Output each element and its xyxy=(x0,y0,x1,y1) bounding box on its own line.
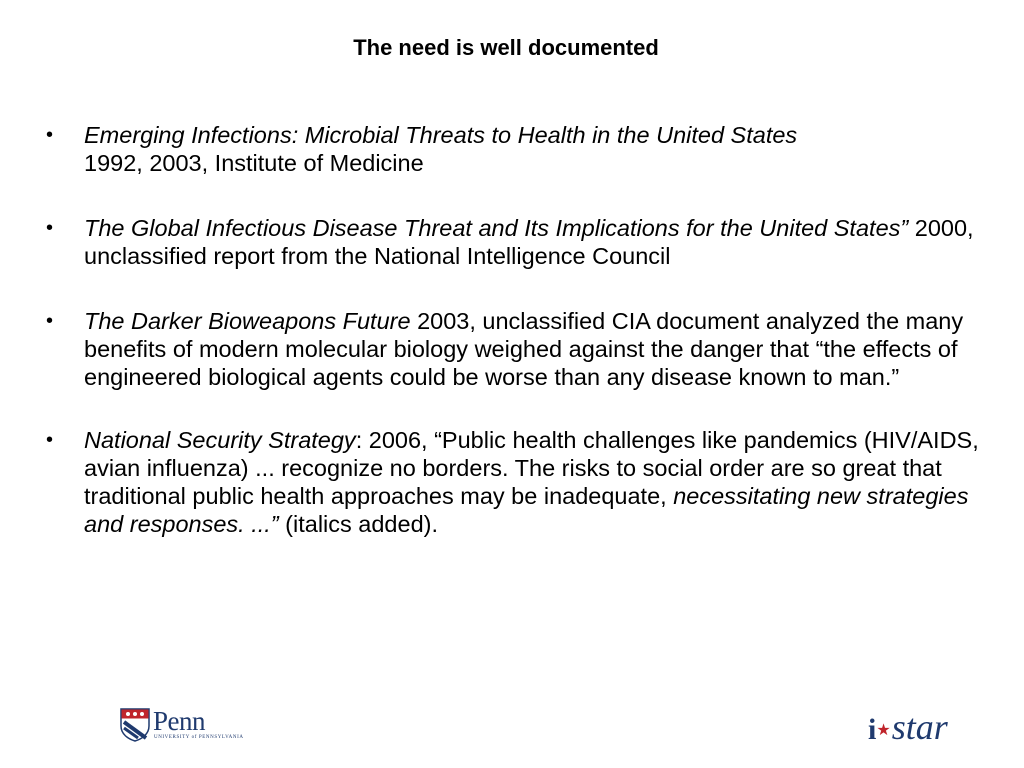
bullet-item xyxy=(44,307,994,391)
bullet-text: : 2006, “Public health challenges like pandemics (HIV/AIDS, avian influenza) ... recognize no borders. The risks to social order are so great that traditional public health approaches may be inadequate, xyxy=(84,427,979,509)
penn-subtitle: UNIVERSITY of PENNSYLVANIA xyxy=(154,735,244,740)
bullet-list xyxy=(44,121,994,538)
bullet-text: 2003, unclassified CIA document analyzed the many benefits of modern molecular biology weighed against the danger that “the effects of engineered biological agents could be worse than any disease known to man.” xyxy=(84,308,964,390)
bullet-italic-text: Emerging Infections: Microbial Threats to Health in the United States xyxy=(84,122,798,148)
bullet-dot: • xyxy=(46,310,54,332)
bullet-item xyxy=(44,121,994,177)
bullet-italic-text: The Global Infectious Disease Threat and Its Implications for the United States” xyxy=(84,215,909,241)
bullet-dot: • xyxy=(46,429,54,451)
bullet-dot: • xyxy=(46,124,54,146)
bullet-italic-text: National Security Strategy xyxy=(84,427,356,453)
bullet-italic-text-2: necessitating new strategies and responses. ...” xyxy=(84,483,969,537)
slide-title: The need is well documented xyxy=(353,35,659,60)
penn-logo xyxy=(120,706,244,744)
penn-shield-icon xyxy=(120,708,150,742)
istar-wordmark: star xyxy=(891,707,948,747)
bullet-item xyxy=(44,214,994,270)
bullet-dot: • xyxy=(46,217,54,239)
penn-wordmark: Penn xyxy=(153,706,205,736)
bullet-text: 1992, 2003, Institute of Medicine xyxy=(84,150,424,176)
istar-logo xyxy=(868,706,978,746)
bullet-italic-text: The Darker Bioweapons Future xyxy=(84,308,411,334)
bullet-item xyxy=(44,426,994,538)
istar-prefix: i xyxy=(868,713,877,746)
bullet-text: 2000, unclassified report from the National Intelligence Council xyxy=(84,215,974,269)
star-icon: ★ xyxy=(876,722,891,739)
bullet-text-2: (italics added). xyxy=(278,511,438,537)
